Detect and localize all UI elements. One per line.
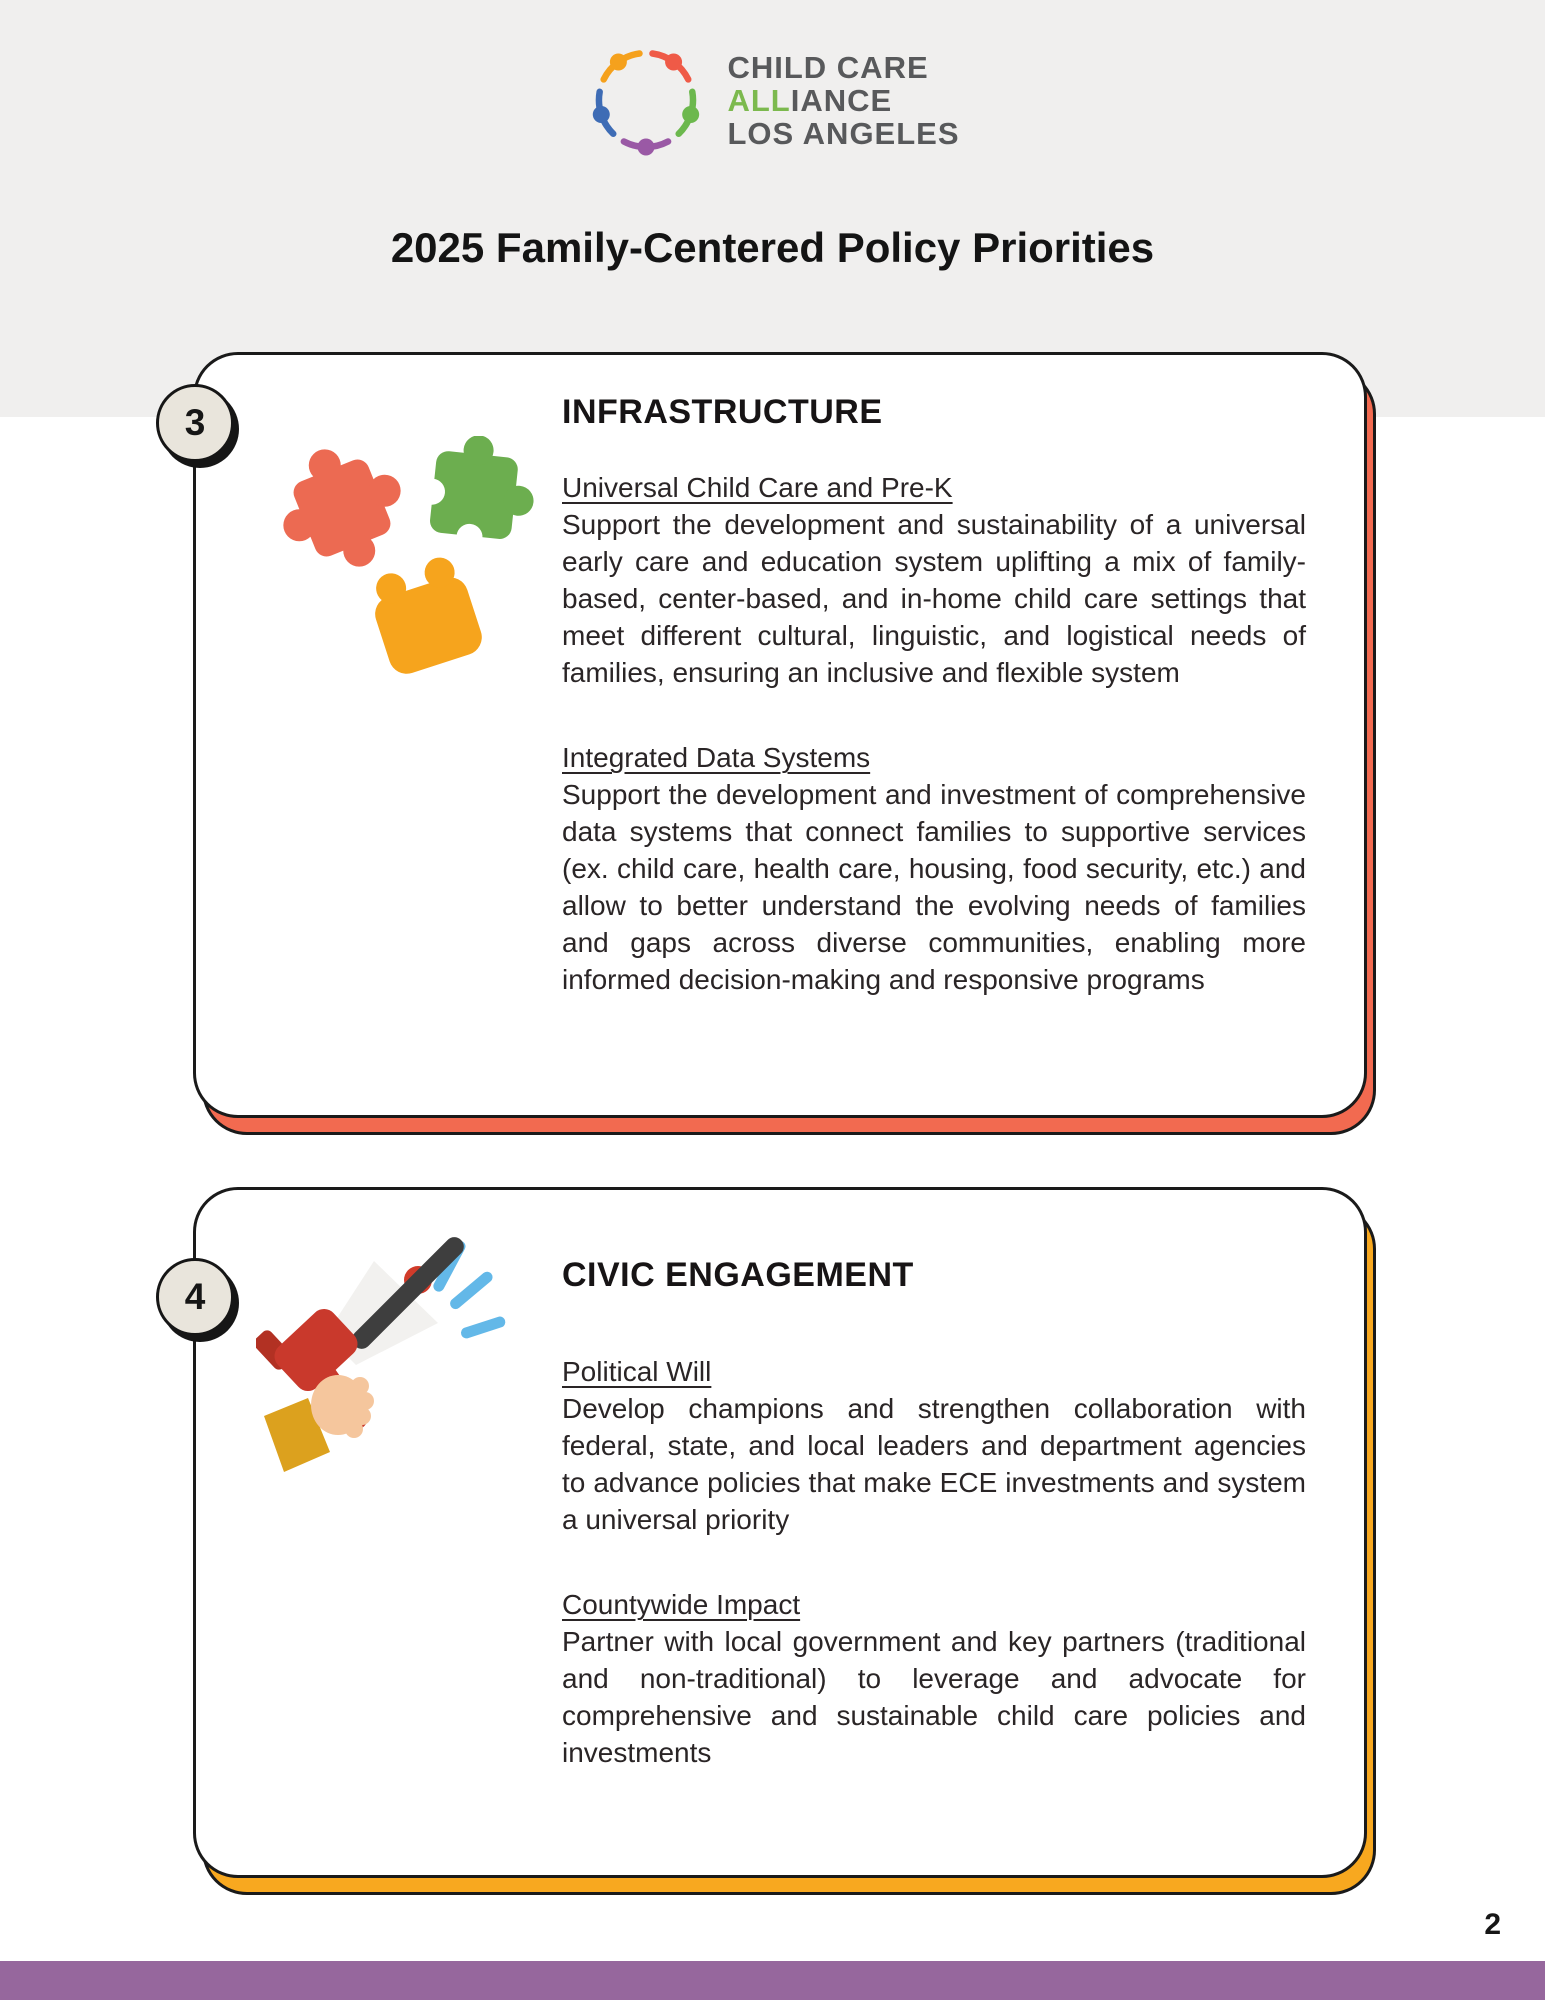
ccala-circle-of-people-icon [585,38,705,163]
policy-subheading: Political Will [562,1356,712,1387]
card-surface [193,352,1367,1118]
ccala-logo [585,38,959,163]
card-number: 3 [184,402,206,443]
card-text-column [562,1190,1306,1771]
infrastructure-card [184,352,1367,1118]
policy-section [562,1586,1306,1771]
footer-accent-bar [0,1961,1545,2000]
policy-body: Partner with local government and key partners (traditional and non-traditional) to leverage and advocate for comprehensive and sustainable child care policies and investments [562,1626,1306,1768]
card-text-column [562,355,1306,998]
policy-section [562,1353,1306,1538]
policy-subheading: Integrated Data Systems [562,742,871,773]
policy-body: Support the development and sustainability of a universal early care and education system uplifting a mix of family-based, center-based, and in-home child care settings that meet different cultural, linguistic, and logistical needs of families, ensuring an inclusive and flexible system [562,509,1306,688]
card-number-badge [156,384,234,462]
card-heading: INFRASTRUCTURE [562,393,883,431]
ccala-wordmark [727,51,959,150]
policy-subheading: Universal Child Care and Pre-K [562,472,953,503]
page-title: 2025 Family-Centered Policy Priorities [390,224,1155,271]
logo-line-2: ALLIANCE [727,83,893,118]
logo-line-3: LOS ANGELES [727,116,960,151]
policy-body: Develop champions and strengthen collaboration with federal, state, and local leaders and department agencies to advance policies that make ECE investments and system a universal priority [562,1393,1306,1535]
card-heading: CIVIC ENGAGEMENT [562,1256,914,1294]
policy-body: Support the development and investment of comprehensive data systems that connect families to supportive services (ex. child care, health care, housing, food security, etc.) and allow to better understand the evolving needs of families and gaps across diverse communities, enabling more informed decision-making and responsive programs [562,779,1306,995]
policy-section [562,469,1306,691]
page-number: 2 [1484,1908,1501,1941]
card-number-badge [156,1258,234,1336]
logo-line-1: CHILD CARE [727,50,929,85]
card-surface [193,1187,1367,1878]
megaphone-illustration [256,1230,516,1480]
card-number: 4 [184,1276,206,1317]
policy-section [562,739,1306,998]
civic-engagement-card [184,1187,1367,1878]
policy-subheading: Countywide Impact [562,1589,801,1620]
puzzle-pieces-illustration [276,436,536,676]
